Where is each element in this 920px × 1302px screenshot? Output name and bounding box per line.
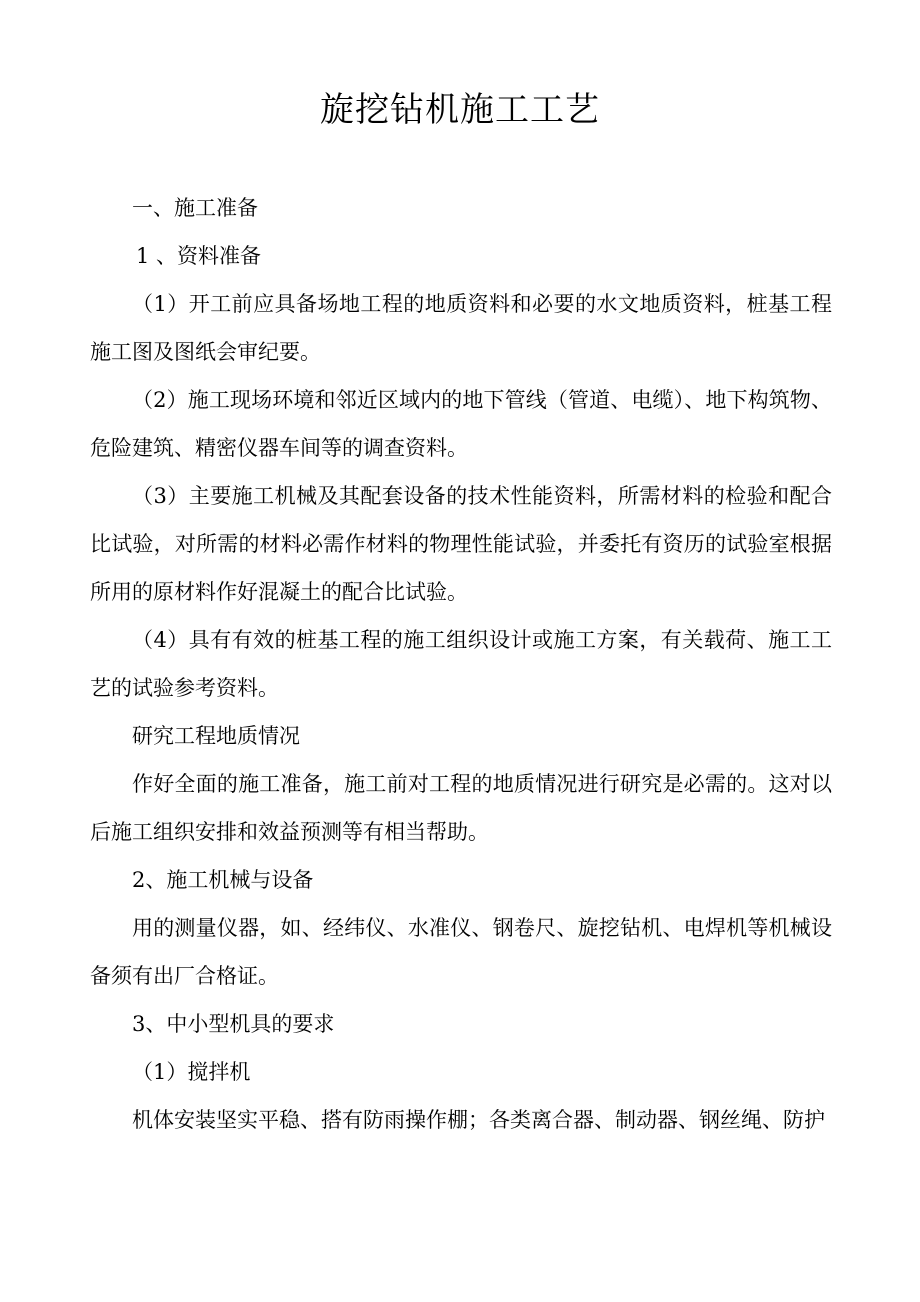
subsection-heading-small-tools: 3、中小型机具的要求 <box>132 1012 335 1036</box>
paragraph-mixer: 机体安装坚实平稳、搭有防雨操作棚；各类离合器、制动器、钢丝绳、防护 <box>132 1108 825 1132</box>
paragraph-geology: 作好全面的施工准备，施工前对工程的地质情况进行研究是必需的。这对以后施工组织安排和效益预测等有相当帮助。 <box>90 772 832 844</box>
paragraph-item-1: （1）开工前应具备场地工程的地质资料和必要的水文地质资料，桩基工程施工图及图纸会审纪要。 <box>90 292 832 364</box>
document-title: 旋挖钻机施工工艺 <box>320 90 600 130</box>
section-heading-preparation: 一、施工准备 <box>132 196 258 220</box>
document-body <box>90 184 832 1144</box>
paragraph-item-3: （3）主要施工机械及其配套设备的技术性能资料，所需材料的检验和配合比试验，对所需的材料必需作材料的物理性能试验，并委托有资历的试验室根据所用的原材料作好混凝土的配合比试验。 <box>90 484 832 604</box>
paragraph-item-4: （4）具有有效的桩基工程的施工组织设计或施工方案，有关载荷、施工工艺的试验参考资料。 <box>90 628 832 700</box>
subsection-heading-geology: 研究工程地质情况 <box>132 724 300 748</box>
subsection-heading-materials: 1 、资料准备 <box>136 244 262 268</box>
subsection-heading-machinery: 2、施工机械与设备 <box>132 868 314 892</box>
paragraph-item-2: （2）施工现场环境和邻近区域内的地下管线（管道、电缆）、地下构筑物、危险建筑、精密仪器车间等的调查资料。 <box>90 388 832 460</box>
paragraph-instruments: 用的测量仪器，如、经纬仪、水准仪、钢卷尺、旋挖钻机、电焊机等机械设备须有出厂合格证。 <box>90 916 832 988</box>
subsection-heading-mixer: （1）搅拌机 <box>132 1060 251 1084</box>
